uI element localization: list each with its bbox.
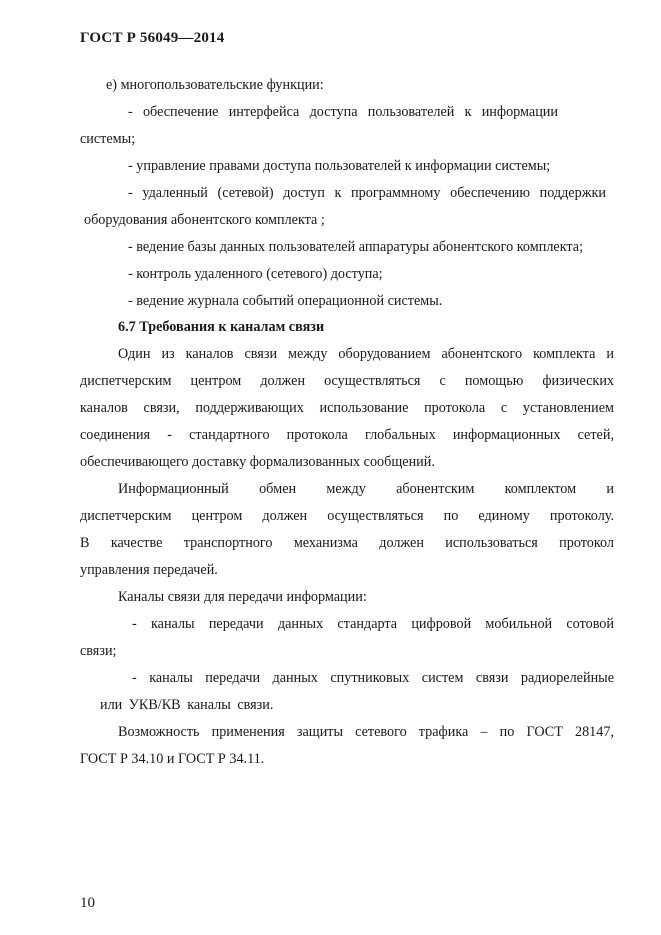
- paragraph-line: управления передачей.: [80, 562, 218, 578]
- paragraph-line: каналов связи, поддерживающих использование протокола с установлением: [80, 400, 614, 416]
- paragraph-line: В качестве транспортного механизма должен использоваться протокол: [80, 535, 614, 551]
- list-item: - каналы передачи данных спутниковых систем связи радиорелейные: [132, 670, 614, 686]
- list-item-continuation: оборудования абонентского комплекта ;: [84, 212, 325, 228]
- list-item-continuation: или УКВ/КВ каналы связи.: [100, 697, 274, 713]
- paragraph-line: соединения - стандартного протокола глобальных информационных сетей,: [80, 427, 614, 443]
- list-item: - ведение базы данных пользователей аппаратуры абонентского комплекта;: [128, 239, 584, 255]
- document-header: ГОСТ Р 56049—2014: [80, 30, 225, 46]
- paragraph-line: диспетчерским центром должен осуществляться с помощью физических: [80, 373, 614, 389]
- list-item: - управление правами доступа пользователей к информации системы;: [128, 158, 551, 174]
- list-item-continuation: связи;: [80, 643, 117, 659]
- paragraph-line: обеспечивающего доставку формализованных сообщений.: [80, 454, 435, 470]
- list-item: - контроль удаленного (сетевого) доступа;: [128, 266, 383, 282]
- list-item: - обеспечение интерфейса доступа пользователей к информации: [128, 104, 558, 120]
- list-item: - удаленный (сетевой) доступ к программному обеспечению поддержки: [128, 185, 606, 201]
- paragraph-line: ГОСТ Р 34.10 и ГОСТ Р 34.11.: [80, 751, 265, 767]
- list-item: - ведение журнала событий операционной системы.: [128, 293, 443, 309]
- paragraph-line: диспетчерским центром должен осуществляться по единому протоколу.: [80, 508, 614, 524]
- list-item-continuation: системы;: [80, 131, 136, 147]
- page-number: 10: [80, 895, 95, 911]
- paragraph-line: Один из каналов связи между оборудованием абонентского комплекта и: [118, 346, 614, 362]
- paragraph-line: Каналы связи для передачи информации:: [118, 589, 367, 605]
- list-item: - каналы передачи данных стандарта цифровой мобильной сотовой: [132, 616, 614, 632]
- paragraph-line: Возможность применения защиты сетевого трафика – по ГОСТ 28147,: [118, 724, 614, 740]
- list-item-heading: е) многопользовательские функции:: [106, 77, 324, 93]
- section-heading: 6.7 Требования к каналам связи: [118, 319, 325, 335]
- paragraph-line: Информационный обмен между абонентским комплектом и: [118, 481, 614, 497]
